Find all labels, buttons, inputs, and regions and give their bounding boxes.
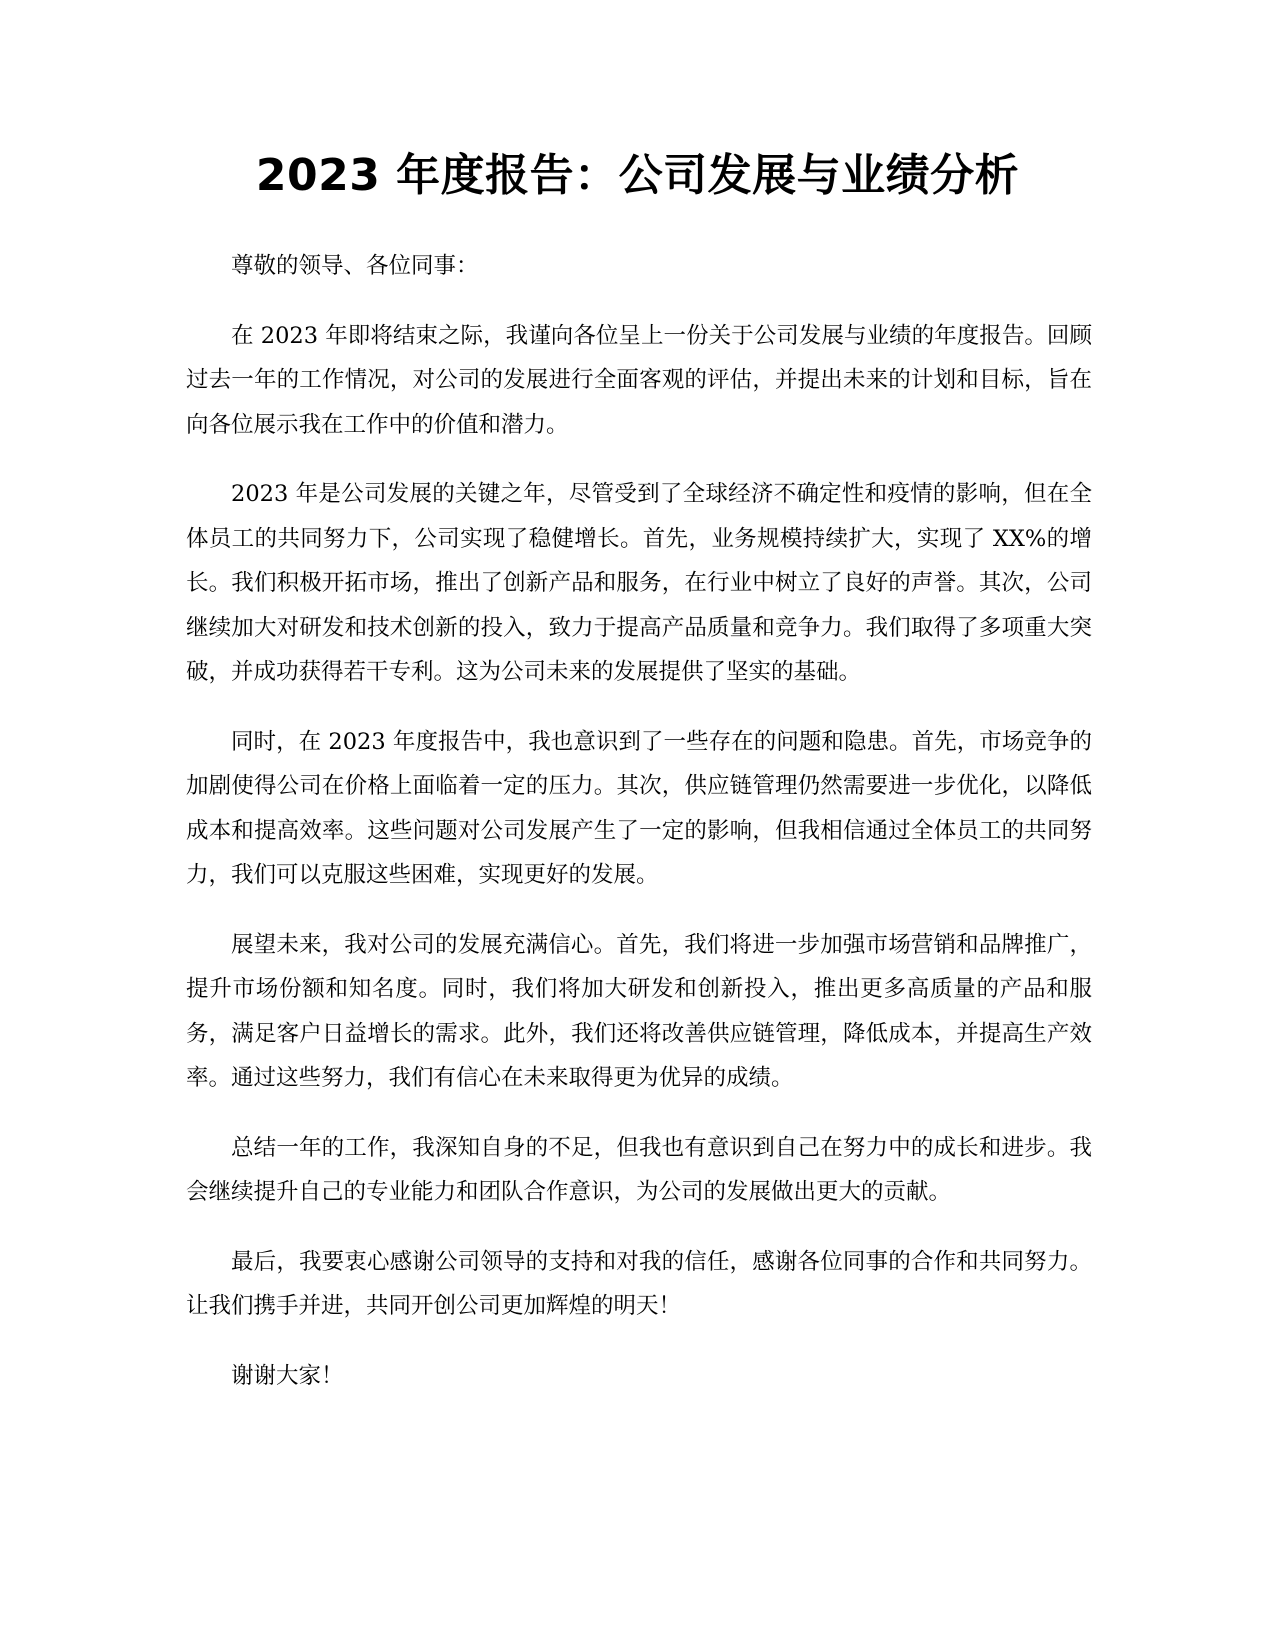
document-body	[186, 244, 1092, 1423]
closing-paragraph: 谢谢大家！	[231, 1362, 344, 1389]
achievements-paragraph: 2023 年是公司发展的关键之年，尽管受到了全球经济不确定性和疫情的影响，但在全体员工的共同努力下，公司实现了稳健增长。首先，业务规模持续扩大，实现了 XX%的增长。我们积极开拓市场，推出了创新产品和服务，在行业中树立了良好的声誉。其次，公司继续加大对研发和技术创新的投入，致力于提高产品质量和竞争力。我们取得了多项重大突破，并成功获得若干专利。这为公司未来的发展提供了坚实的基础。	[186, 481, 1092, 685]
summary-paragraph: 总结一年的工作，我深知自身的不足，但我也有意识到自己在努力中的成长和进步。我会继续提升自己的专业能力和团队合作意识，为公司的发展做出更大的贡献。	[186, 1134, 1092, 1205]
intro-paragraph: 在 2023 年即将结束之际，我谨向各位呈上一份关于公司发展与业绩的年度报告。回顾过去一年的工作情况，对公司的发展进行全面客观的评估，并提出未来的计划和目标，旨在向各位展示我在工作中的价值和潜力。	[186, 322, 1092, 438]
outlook-paragraph: 展望未来，我对公司的发展充满信心。首先，我们将进一步加强市场营销和品牌推广，提升市场份额和知名度。同时，我们将加大研发和创新投入，推出更多高质量的产品和服务，满足客户日益增长的需求。此外，我们还将改善供应链管理，降低成本，并提高生产效率。通过这些努力，我们有信心在未来取得更为优异的成绩。	[186, 931, 1092, 1091]
issues-paragraph: 同时，在 2023 年度报告中，我也意识到了一些存在的问题和隐患。首先，市场竞争的加剧使得公司在价格上面临着一定的压力。其次，供应链管理仍然需要进一步优化，以降低成本和提高效率。这些问题对公司发展产生了一定的影响，但我相信通过全体员工的共同努力，我们可以克服这些困难，实现更好的发展。	[186, 728, 1092, 888]
document-title: 2023 年度报告：公司发展与业绩分析	[255, 150, 1020, 201]
salutation-paragraph: 尊敬的领导、各位同事：	[231, 253, 479, 279]
thanks-paragraph: 最后，我要衷心感谢公司领导的支持和对我的信任，感谢各位同事的合作和共同努力。让我们携手并进，共同开创公司更加辉煌的明天！	[186, 1248, 1092, 1319]
